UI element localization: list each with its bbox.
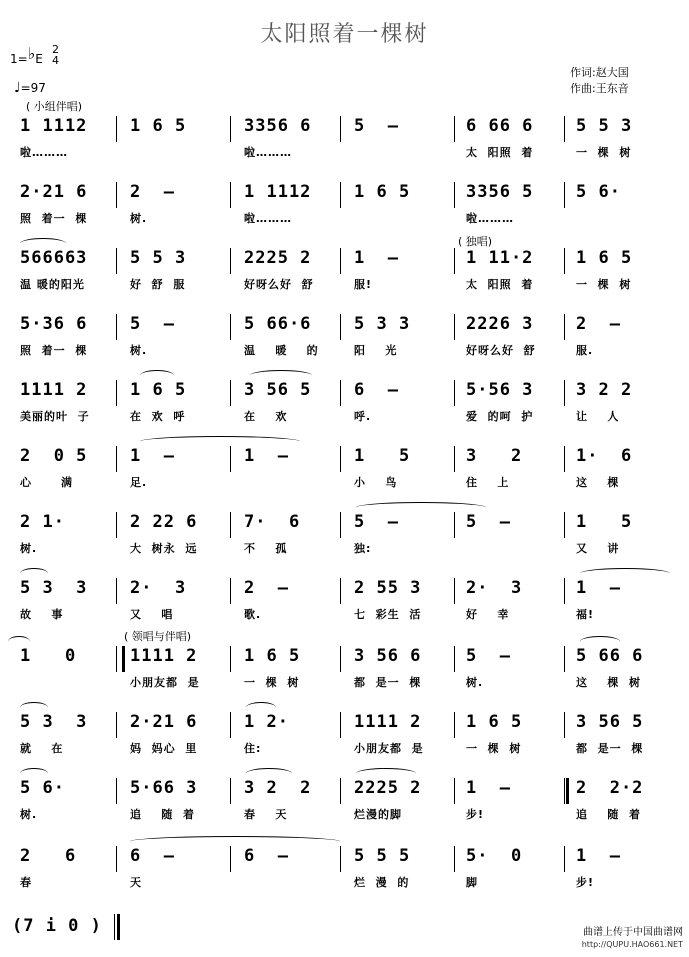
- measure-lyric: 脚: [466, 876, 478, 889]
- measure-lyric: 追 随 着: [576, 808, 641, 821]
- slur-arc: [140, 436, 300, 447]
- measure-notes: 2·21 6: [20, 182, 88, 202]
- measure-lyric: 故 事: [20, 608, 64, 621]
- score-row: [0, 446, 689, 496]
- measure-notes: 3 2: [466, 446, 523, 466]
- score-row: [0, 116, 689, 166]
- barline: [116, 646, 117, 672]
- measure-notes: 6 –: [354, 380, 399, 400]
- measure-lyric: 爱 的呵 护: [466, 410, 534, 423]
- barline: [454, 712, 455, 738]
- measure-lyric: 步!: [466, 808, 485, 821]
- score-row: [0, 380, 689, 430]
- measure-lyric: 都 是一 棵: [576, 742, 644, 755]
- measure-notes: 1 6 5: [130, 116, 187, 136]
- score-row: [0, 646, 689, 696]
- measure-lyric: 在 欢: [244, 410, 288, 423]
- measure-notes: 2· 3: [466, 578, 523, 598]
- measure-lyric: 住 上: [466, 476, 510, 489]
- key-signature: [10, 43, 59, 67]
- barline: [230, 846, 231, 872]
- measure-lyric: 这 棵: [576, 476, 620, 489]
- measure-notes: 5 –: [466, 512, 511, 532]
- slur-arc: [140, 370, 174, 381]
- barline: [454, 446, 455, 472]
- slur-arc: [580, 568, 670, 579]
- measure-lyric: 烂漫的脚: [354, 808, 402, 821]
- barline: [564, 182, 565, 208]
- measure-notes: 5 5 3: [576, 116, 633, 136]
- measure-lyric: 服!: [354, 278, 373, 291]
- measure-notes: 1 6 5: [244, 646, 301, 666]
- measure-lyric: 足.: [130, 476, 148, 489]
- barline: [564, 446, 565, 472]
- barline: [454, 248, 455, 274]
- measure-notes: 1 0: [20, 646, 77, 666]
- barline: [230, 778, 231, 804]
- slur-arc: [8, 636, 30, 647]
- barline: [116, 116, 117, 142]
- measure-lyric: 独:: [354, 542, 372, 555]
- barline: [454, 512, 455, 538]
- measure-notes: 2· 3: [130, 578, 187, 598]
- measure-lyric: 大 树永 远: [130, 542, 198, 555]
- measure-notes: 1 –: [130, 446, 175, 466]
- measure-notes: 5 –: [130, 314, 175, 334]
- slur-arc: [580, 636, 620, 647]
- measure-lyric: 好呀么好 舒: [244, 278, 314, 291]
- measure-lyric: 啦………: [466, 212, 514, 225]
- measure-lyric: 让 人: [576, 410, 620, 423]
- measure-notes: 2 –: [130, 182, 175, 202]
- measure-lyric: 树.: [130, 212, 148, 225]
- barline: [340, 578, 341, 604]
- measure-notes: 5 5 3: [130, 248, 187, 268]
- time-signature: [52, 44, 59, 66]
- final-barline-thin: [114, 914, 115, 940]
- measure-notes: 6 –: [244, 846, 289, 866]
- barline: [564, 578, 565, 604]
- measure-notes: 2 6: [20, 846, 77, 866]
- key-prefix: 1=: [10, 52, 28, 66]
- barline: [230, 578, 231, 604]
- measure-notes: 6 –: [130, 846, 175, 866]
- measure-lyric: 步!: [576, 876, 595, 889]
- barline: [340, 380, 341, 406]
- measure-lyric: 温 暖 的: [244, 344, 319, 357]
- measure-lyric: 不 孤: [244, 542, 288, 555]
- composer: 作曲:王东音: [570, 82, 629, 95]
- barline: [340, 712, 341, 738]
- measure-lyric: 天: [130, 876, 142, 889]
- measure-lyric: 树.: [466, 676, 484, 689]
- measure-lyric: 就 在: [20, 742, 64, 755]
- measure-lyric: 好呀么好 舒: [466, 344, 536, 357]
- barline: [230, 248, 231, 274]
- barline: [340, 116, 341, 142]
- barline: [340, 446, 341, 472]
- group-accompaniment-mark: ( 小组伴唱): [26, 100, 83, 113]
- measure-lyric: 呼.: [354, 410, 372, 423]
- measure-notes: 5·36 6: [20, 314, 88, 334]
- barline: [116, 380, 117, 406]
- measure-notes: 1111 2: [20, 380, 88, 400]
- barline: [454, 314, 455, 340]
- barline: [230, 314, 231, 340]
- measure-notes: 1 6 5: [466, 712, 523, 732]
- measure-notes: 5 6·: [576, 182, 621, 202]
- barline: [564, 116, 565, 142]
- measure-notes: 1 1112: [20, 116, 88, 136]
- measure-notes: 1· 6: [576, 446, 633, 466]
- barline: [564, 512, 565, 538]
- measure-lyric: 温 暖的阳光: [20, 278, 85, 291]
- slur-arc: [246, 768, 292, 779]
- barline: [340, 182, 341, 208]
- measure-notes: 3 56 5: [576, 712, 644, 732]
- measure-notes: 1 –: [576, 578, 621, 598]
- measure-lyric: 这 棵 树: [576, 676, 641, 689]
- measure-notes: 566663: [20, 248, 88, 268]
- measure-lyric: 太 阳照 着: [466, 278, 534, 291]
- measure-notes: 3 56 6: [354, 646, 422, 666]
- measure-lyric: 烂 漫 的: [354, 876, 410, 889]
- measure-notes: 2 –: [576, 314, 621, 334]
- measure-lyric: 又 唱: [130, 608, 174, 621]
- solo-mark: ( 独唱): [458, 235, 493, 248]
- quarter-note-icon: ♩: [14, 80, 21, 96]
- measure-lyric: 心 满: [20, 476, 73, 489]
- measure-lyric: 照 着一 棵: [20, 212, 88, 225]
- measure-notes: 5 –: [466, 646, 511, 666]
- barline: [116, 248, 117, 274]
- measure-notes: 3356 6: [244, 116, 312, 136]
- measure-lyric: 追 随 着: [130, 808, 195, 821]
- barline: [454, 116, 455, 142]
- barline: [340, 314, 341, 340]
- measure-lyric: 小 鸟: [354, 476, 398, 489]
- measure-notes: 2 0 5: [20, 446, 88, 466]
- measure-lyric: 小朋友都 是: [130, 676, 200, 689]
- measure-lyric: 服.: [576, 344, 594, 357]
- measure-notes: 2 –: [244, 578, 289, 598]
- measure-notes: 2225 2: [354, 778, 422, 798]
- slur-arc: [130, 836, 340, 847]
- measure-notes: 5 66 6: [576, 646, 644, 666]
- measure-notes: 5 66·6: [244, 314, 312, 334]
- measure-notes: 2226 3: [466, 314, 534, 334]
- measure-lyric: 树.: [20, 808, 38, 821]
- measure-notes: 6 66 6: [466, 116, 534, 136]
- barline: [230, 380, 231, 406]
- measure-lyric: 一 棵 树: [576, 278, 632, 291]
- beats-bottom: 4: [52, 54, 59, 67]
- repeat-end-barline: [566, 778, 569, 804]
- score-row: [0, 314, 689, 364]
- barline: [564, 778, 565, 804]
- barline: [454, 578, 455, 604]
- lyricist: 作词:赵大国: [570, 66, 629, 79]
- measure-lyric: 啦………: [244, 146, 292, 159]
- measure-notes: 3 56 5: [244, 380, 312, 400]
- barline: [230, 446, 231, 472]
- footer-site-name: 曲谱上传于中国曲谱网: [583, 927, 683, 938]
- measure-notes: 2 22 6: [130, 512, 198, 532]
- measure-notes: 5·66 3: [130, 778, 198, 798]
- measure-lyric: 七 彩生 活: [354, 608, 422, 621]
- measure-notes: 2 55 3: [354, 578, 422, 598]
- barline: [454, 646, 455, 672]
- slur-arc: [246, 702, 276, 713]
- measure-notes: 1111 2: [130, 646, 198, 666]
- measure-notes: 3356 5: [466, 182, 534, 202]
- slur-arc: [20, 702, 48, 713]
- measure-notes: 1 6 5: [130, 380, 187, 400]
- measure-lyric: 太 阳照 着: [466, 146, 534, 159]
- tempo-value: =97: [20, 81, 46, 95]
- measure-notes: 3 2 2: [576, 380, 633, 400]
- score-row: [0, 248, 689, 298]
- barline: [340, 778, 341, 804]
- barline: [116, 778, 117, 804]
- barline: [116, 314, 117, 340]
- barline: [116, 846, 117, 872]
- measure-lyric: 妈 妈心 里: [130, 742, 198, 755]
- barline: [454, 380, 455, 406]
- barline: [340, 512, 341, 538]
- score-row: [0, 182, 689, 232]
- slur-arc: [20, 768, 48, 779]
- measure-lyric: 美丽的叶 子: [20, 410, 90, 423]
- measure-notes: 2225 2: [244, 248, 312, 268]
- barline: [230, 182, 231, 208]
- measure-lyric: 阳 光: [354, 344, 398, 357]
- flat-sign: ♭: [27, 44, 36, 63]
- barline: [454, 846, 455, 872]
- measure-lyric: 都 是一 棵: [354, 676, 422, 689]
- measure-notes: 5 5 5: [354, 846, 411, 866]
- key-letter: E: [35, 52, 43, 66]
- slur-arc: [20, 568, 48, 579]
- slur-arc: [250, 370, 312, 381]
- score-row: [0, 778, 689, 828]
- barline: [564, 646, 565, 672]
- barline: [116, 446, 117, 472]
- barline: [230, 116, 231, 142]
- measure-lyric: 春 天: [244, 808, 288, 821]
- slur-arc: [356, 768, 416, 779]
- measure-lyric: 福!: [576, 608, 595, 621]
- score-row: [0, 512, 689, 562]
- measure-lyric: 一 棵 树: [466, 742, 522, 755]
- measure-notes: 1 2·: [244, 712, 289, 732]
- measure-lyric: 好 幸: [466, 608, 510, 621]
- measure-notes: 5 3 3: [20, 578, 88, 598]
- repeat-start-barline: [122, 646, 125, 672]
- measure-notes: 1 6 5: [354, 182, 411, 202]
- barline: [340, 248, 341, 274]
- barline: [454, 778, 455, 804]
- measure-lyric: 好 舒 服: [130, 278, 186, 291]
- measure-notes: 2 1·: [20, 512, 65, 532]
- measure-notes: 7· 6: [244, 512, 301, 532]
- barline: [564, 846, 565, 872]
- final-barline-thick: [117, 914, 120, 940]
- measure-lyric: 啦………: [20, 146, 68, 159]
- barline: [116, 578, 117, 604]
- measure-notes: 1 11·2: [466, 248, 534, 268]
- footer-url: http://QUPU.HAO661.NET: [581, 940, 683, 949]
- measure-lyric: 一 棵 树: [244, 676, 300, 689]
- measure-lyric: 春: [20, 876, 32, 889]
- measure-notes: 5· 0: [466, 846, 523, 866]
- measure-notes: 1 1112: [244, 182, 312, 202]
- barline: [564, 248, 565, 274]
- score-row: [0, 846, 689, 896]
- measure-lyric: 一 棵 树: [576, 146, 632, 159]
- measure-notes: 1 –: [354, 248, 399, 268]
- measure-notes: 5 –: [354, 512, 399, 532]
- barline: [564, 380, 565, 406]
- beats-top: 2: [52, 43, 59, 56]
- measure-lyric: 啦………: [244, 212, 292, 225]
- measure-notes: 1 –: [466, 778, 511, 798]
- barline: [230, 712, 231, 738]
- score-row: [0, 578, 689, 628]
- measure-notes: 1 6 5: [576, 248, 633, 268]
- barline: [564, 314, 565, 340]
- measure-lyric: 照 着一 棵: [20, 344, 88, 357]
- measure-notes: 5 –: [354, 116, 399, 136]
- barline: [230, 646, 231, 672]
- coda-notes: (7 i 0 ): [12, 916, 102, 936]
- measure-lyric: 在 欢 呼: [130, 410, 186, 423]
- barline: [230, 512, 231, 538]
- footer: [582, 927, 683, 951]
- measure-notes: 5·56 3: [466, 380, 534, 400]
- measure-notes: 1111 2: [354, 712, 422, 732]
- tempo-marking: [14, 80, 46, 96]
- measure-notes: 1 –: [244, 446, 289, 466]
- barline: [340, 646, 341, 672]
- slur-arc: [356, 502, 486, 513]
- measure-notes: 1 –: [576, 846, 621, 866]
- measure-lyric: 树.: [20, 542, 38, 555]
- slur-arc: [20, 238, 66, 249]
- barline: [564, 712, 565, 738]
- measure-notes: 1 5: [354, 446, 411, 466]
- measure-notes: 2 2·2: [576, 778, 644, 798]
- measure-notes: 5 6·: [20, 778, 65, 798]
- barline: [116, 712, 117, 738]
- measure-lyric: 歌.: [244, 608, 262, 621]
- lead-accompaniment-mark: ( 领唱与伴唱): [124, 630, 192, 643]
- measure-notes: 2·21 6: [130, 712, 198, 732]
- measure-lyric: 树.: [130, 344, 148, 357]
- measure-lyric: 住:: [244, 742, 262, 755]
- measure-lyric: 小朋友都 是: [354, 742, 424, 755]
- measure-notes: 3 2 2: [244, 778, 312, 798]
- barline: [116, 182, 117, 208]
- barline: [340, 846, 341, 872]
- barline: [116, 512, 117, 538]
- measure-notes: 1 5: [576, 512, 633, 532]
- measure-notes: 5 3 3: [20, 712, 88, 732]
- measure-lyric: 又 讲: [576, 542, 620, 555]
- score-row: [0, 712, 689, 762]
- song-title: 太阳照着一棵树: [260, 22, 429, 47]
- barline: [454, 182, 455, 208]
- measure-notes: 5 3 3: [354, 314, 411, 334]
